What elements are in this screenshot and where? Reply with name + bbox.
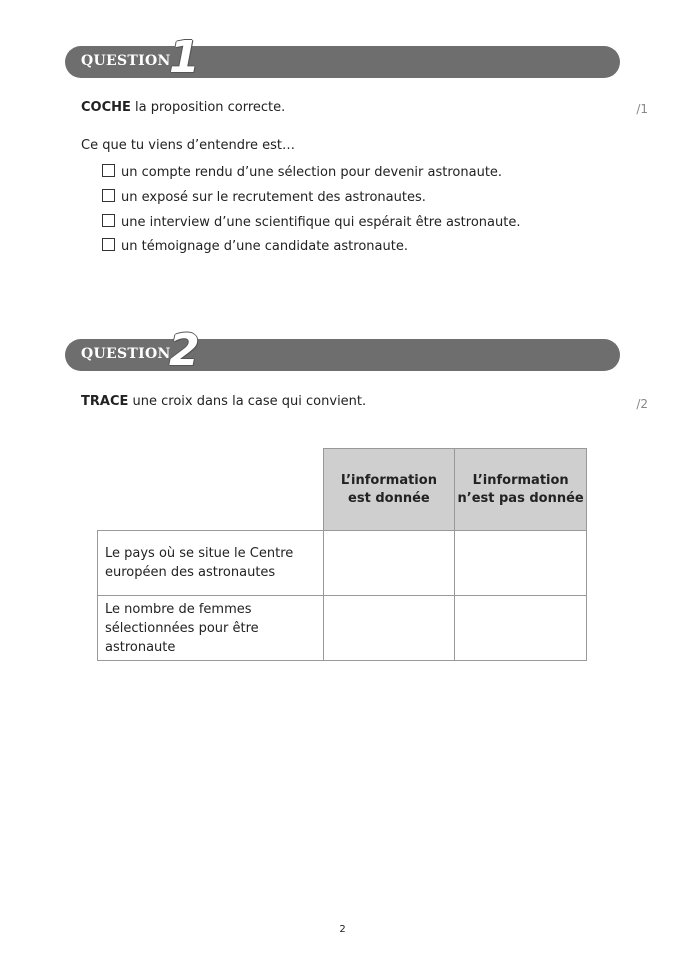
page-number: 2 <box>339 924 346 935</box>
header-not-given-line-1: L’information <box>472 472 569 488</box>
row-2-label <box>98 596 324 661</box>
option-1-text: un compte rendu d’une sélection pour devenir astronaute. <box>121 165 503 180</box>
row-1-label-line-1: Le pays où se situe le Centre <box>105 546 294 561</box>
question-1-label: QUESTION <box>81 53 171 69</box>
header-not-given-line-2: n’est pas donnée <box>457 490 584 506</box>
row-1-given-cell[interactable] <box>323 531 455 596</box>
row-1-label-line-2: européen des astronautes <box>105 565 276 580</box>
table-header-given <box>323 449 455 531</box>
question-1-prompt: Ce que tu viens d’entendre est… <box>81 138 296 153</box>
row-2-given-cell[interactable] <box>323 596 455 661</box>
checkbox-option-1[interactable] <box>102 164 115 177</box>
option-1[interactable] <box>102 164 502 181</box>
row-2-label-line-1: Le nombre de femmes <box>105 601 252 617</box>
header-given-line-2: est donnée <box>348 490 430 506</box>
checkbox-option-4[interactable] <box>102 238 115 251</box>
question-2-instruction-verb: TRACE <box>81 394 129 409</box>
question-2-score: /2 <box>636 397 648 411</box>
question-1-instruction <box>81 100 285 116</box>
question-2-number: 2 <box>169 325 200 376</box>
table-row <box>98 596 587 661</box>
question-2-instruction <box>81 394 366 410</box>
table-row <box>98 531 587 596</box>
option-4[interactable] <box>102 238 408 255</box>
question-2-instruction-text: une croix dans la case qui convient. <box>128 394 367 409</box>
table-header-not-given <box>455 449 587 531</box>
checkbox-option-3[interactable] <box>102 214 115 227</box>
table-corner <box>98 449 324 531</box>
question-2-banner <box>65 325 620 376</box>
answer-table <box>97 448 587 661</box>
row-1-label <box>98 531 324 596</box>
question-1-instruction-verb: COCHE <box>81 100 131 115</box>
option-2-text: un exposé sur le recrutement des astronautes. <box>121 190 426 205</box>
question-1-score: /1 <box>636 102 648 116</box>
checkbox-option-2[interactable] <box>102 189 115 202</box>
option-3-text: une interview d’une scientifique qui espérait être astronaute. <box>121 215 521 230</box>
option-2[interactable] <box>102 189 426 206</box>
option-4-text: un témoignage d’une candidate astronaute. <box>121 239 408 254</box>
question-1-number: 1 <box>169 32 200 83</box>
question-1-instruction-text: la proposition correcte. <box>130 100 286 115</box>
row-2-not-given-cell[interactable] <box>455 596 587 661</box>
question-2-label: QUESTION <box>81 346 171 362</box>
header-given-line-1: L’information <box>340 472 437 488</box>
option-3[interactable] <box>102 214 520 231</box>
row-2-label-line-2: sélectionnées pour être astronaute <box>105 620 259 655</box>
row-1-not-given-cell[interactable] <box>455 531 587 596</box>
question-1-banner <box>65 32 620 83</box>
